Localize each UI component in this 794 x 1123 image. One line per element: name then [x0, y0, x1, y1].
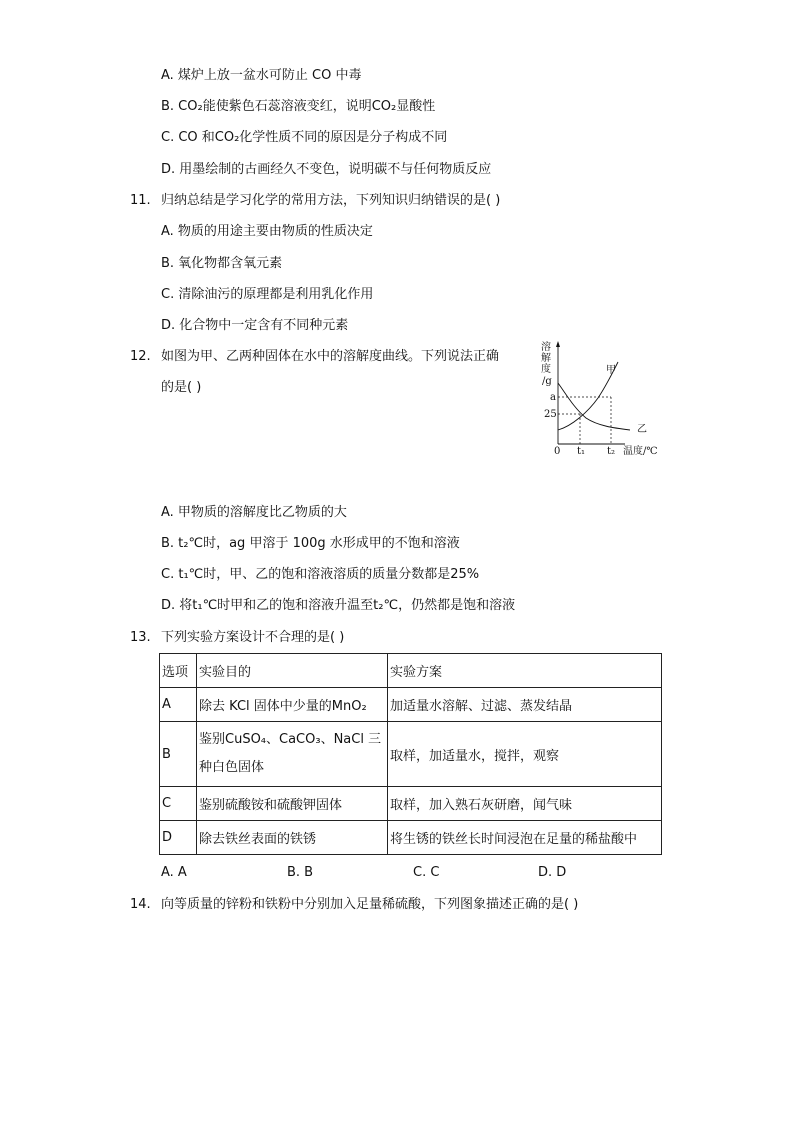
q11-number: 11.: [130, 193, 151, 208]
q12-option-c[interactable]: C. t₁℃时，甲、乙的饱和溶液溶质的质量分数都是25%: [161, 567, 480, 582]
table-row: [160, 722, 662, 787]
solubility-curve-graph: [540, 338, 665, 458]
q11-option-b[interactable]: B. 氧化物都含氧元素: [161, 256, 283, 271]
row-b-plan: 取样，加适量水，搅拌，观察: [388, 722, 662, 787]
graph-ylabel-1: 溶: [541, 342, 551, 353]
graph-label-yi: 乙: [637, 424, 647, 435]
row-b-option: B: [160, 722, 197, 787]
table-row: [160, 688, 662, 722]
graph-t2: t₂: [607, 446, 616, 457]
experiment-table: [159, 653, 662, 855]
q12-number: 12.: [130, 349, 151, 364]
row-a-option: A: [160, 688, 197, 722]
header-option: 选项: [160, 654, 197, 688]
q12-option-b[interactable]: B. t₂℃时，ag 甲溶于 100g 水形成甲的不饱和溶液: [161, 536, 460, 551]
table-header-row: [160, 654, 662, 688]
q13-answer-c[interactable]: C. C: [413, 865, 440, 880]
row-d-option: D: [160, 821, 197, 855]
q12-stem-line1: 如图为甲、乙两种固体在水中的溶解度曲线。下列说法正确: [161, 349, 500, 364]
q11-stem: 归纳总结是学习化学的常用方法，下列知识归纳错误的是( ): [161, 193, 501, 208]
q10-option-b[interactable]: B. CO₂能使紫色石蕊溶液变红，说明CO₂显酸性: [161, 99, 436, 114]
graph-ylabel-2: 解: [541, 353, 551, 364]
q10-option-d[interactable]: D. 用墨绘制的古画经久不变色，说明碳不与任何物质反应: [161, 162, 492, 177]
q12-option-d[interactable]: D. 将t₁℃时甲和乙的饱和溶液升温至t₂℃，仍然都是饱和溶液: [161, 598, 516, 613]
row-c-plan: 取样，加入熟石灰研磨，闻气味: [388, 787, 662, 821]
row-c-purpose: 鉴别硫酸铵和硫酸钾固体: [197, 787, 388, 821]
q13-stem: 下列实验方案设计不合理的是( ): [161, 630, 345, 645]
q10-option-c[interactable]: C. CO 和CO₂化学性质不同的原因是分子构成不同: [161, 130, 448, 145]
q11-option-a[interactable]: A. 物质的用途主要由物质的性质决定: [161, 224, 373, 239]
q13-answer-a[interactable]: A. A: [161, 865, 187, 880]
q12-option-a[interactable]: A. 甲物质的溶解度比乙物质的大: [161, 505, 347, 520]
q14-number: 14.: [130, 897, 151, 912]
row-c-option: C: [160, 787, 197, 821]
q12-stem-line2: 的是( ): [161, 380, 202, 395]
q13-answer-d[interactable]: D. D: [538, 865, 567, 880]
graph-ylabel-4: /g: [542, 376, 552, 387]
row-a-purpose: 除去 KCl 固体中少量的MnO₂: [197, 688, 388, 722]
table-row: [160, 821, 662, 855]
q13-answer-b[interactable]: B. B: [287, 865, 314, 880]
q10-option-a[interactable]: A. 煤炉上放一盆水可防止 CO 中毒: [161, 68, 362, 83]
graph-tick-25: 25: [544, 409, 557, 420]
graph-ylabel-3: 度: [541, 364, 551, 375]
curve-yi: [558, 383, 630, 430]
row-d-plan: 将生锈的铁丝长时间浸泡在足量的稀盐酸中: [388, 821, 662, 855]
graph-origin: 0: [554, 446, 561, 457]
q11-option-c[interactable]: C. 清除油污的原理都是利用乳化作用: [161, 287, 374, 302]
row-a-plan: 加适量水溶解、过滤、蒸发结晶: [388, 688, 662, 722]
header-purpose: 实验目的: [197, 654, 388, 688]
row-d-purpose: 除去铁丝表面的铁锈: [197, 821, 388, 855]
header-plan: 实验方案: [388, 654, 662, 688]
graph-t1: t₁: [577, 446, 586, 457]
row-b-purpose: 鉴别CuSO₄、CaCO₃、NaCl 三种白色固体: [197, 722, 388, 787]
q11-option-d[interactable]: D. 化合物中一定含有不同种元素: [161, 318, 349, 333]
q14-stem: 向等质量的锌粉和铁粉中分别加入足量稀硫酸，下列图象描述正确的是( ): [161, 897, 579, 912]
table-row: [160, 787, 662, 821]
graph-xlabel: 温度/℃: [623, 446, 658, 457]
graph-label-jia: 甲: [606, 365, 616, 376]
graph-tick-a: a: [550, 392, 556, 403]
y-axis-arrow: [556, 341, 560, 347]
q13-number: 13.: [130, 630, 151, 645]
